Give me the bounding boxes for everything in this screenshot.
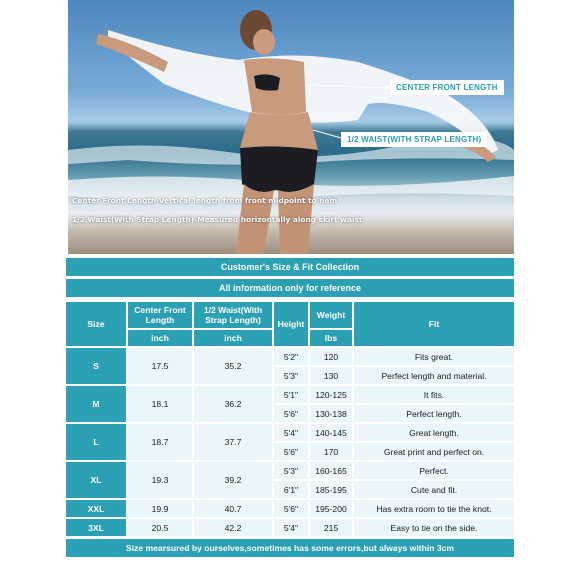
half-waist-cell: 40.7 — [194, 500, 272, 517]
table-row — [66, 348, 514, 365]
fit-cell: Great print and perfect on. — [354, 443, 514, 460]
half-waist-note: 1/2 Waist(With Strap Length)-Measured horizontally along skirt waist — [72, 215, 363, 224]
fit-cell: Easy to tie on the side. — [354, 519, 514, 536]
center-front-unit: inch — [128, 330, 192, 346]
size-cell: S — [66, 348, 126, 384]
fit-cell: Cute and fit. — [354, 481, 514, 498]
center-front-cell: 17.5 — [128, 348, 192, 384]
height-header: Height — [274, 302, 308, 346]
weight-cell: 195-200 — [310, 500, 352, 517]
height-cell: 5'6" — [274, 443, 308, 460]
half-waist-cell: 37.7 — [194, 424, 272, 460]
size-header: Size — [66, 302, 126, 346]
half-waist-callout: 1/2 WAIST(WITH STRAP LENGTH) — [341, 132, 487, 147]
table-row — [66, 500, 514, 517]
weight-header: Weight — [310, 302, 352, 328]
center-front-cell: 18.7 — [128, 424, 192, 460]
weight-cell: 130 — [310, 367, 352, 384]
height-cell: 5'2" — [274, 348, 308, 365]
height-cell: 5'4" — [274, 519, 308, 536]
weight-cell: 215 — [310, 519, 352, 536]
fit-cell: Great length. — [354, 424, 514, 441]
weight-cell: 185-195 — [310, 481, 352, 498]
fit-cell: Perfect length and material. — [354, 367, 514, 384]
size-cell: 3XL — [66, 519, 126, 536]
height-cell: 5'1" — [274, 386, 308, 403]
weight-cell: 130-138 — [310, 405, 352, 422]
center-front-cell: 20.5 — [128, 519, 192, 536]
height-cell: 5'4" — [274, 424, 308, 441]
fit-header: Fit — [354, 302, 514, 346]
size-chart — [66, 258, 514, 557]
height-cell: 5'6" — [274, 500, 308, 517]
size-cell: XXL — [66, 500, 126, 517]
half-waist-cell: 39.2 — [194, 462, 272, 498]
height-cell: 6'1" — [274, 481, 308, 498]
height-cell: 5'3" — [274, 462, 308, 479]
center-front-header: Center Front Length — [128, 302, 192, 328]
size-table — [64, 300, 516, 538]
size-chart-subtitle: All information only for reference — [66, 279, 514, 297]
size-chart-footer: Size mearsured by ourselves,sometimes has some errors,but always within 3cm — [66, 539, 514, 557]
table-row — [66, 462, 514, 479]
height-cell: 5'3" — [274, 367, 308, 384]
weight-cell: 120-125 — [310, 386, 352, 403]
center-front-cell: 18.1 — [128, 386, 192, 422]
table-row — [66, 519, 514, 536]
size-cell: M — [66, 386, 126, 422]
table-row — [66, 386, 514, 403]
half-waist-cell: 42.2 — [194, 519, 272, 536]
table-row — [66, 424, 514, 441]
height-cell: 5'6" — [274, 405, 308, 422]
center-front-length-note: Center Front Length-Vertical length from front midpoint to hem — [72, 196, 338, 205]
half-waist-cell: 36.2 — [194, 386, 272, 422]
weight-unit: lbs — [310, 330, 352, 346]
fit-cell: Fits great. — [354, 348, 514, 365]
size-chart-title: Customer's Size & Fit Collection — [66, 258, 514, 276]
table-header-row — [66, 302, 514, 328]
center-front-cell: 19.9 — [128, 500, 192, 517]
half-waist-cell: 35.2 — [194, 348, 272, 384]
size-cell: L — [66, 424, 126, 460]
fit-cell: Perfect length. — [354, 405, 514, 422]
fit-cell: Perfect. — [354, 462, 514, 479]
half-waist-unit: inch — [194, 330, 272, 346]
center-front-cell: 19.3 — [128, 462, 192, 498]
weight-cell: 160-165 — [310, 462, 352, 479]
center-front-length-callout: CENTER FRONT LENGTH — [390, 80, 504, 95]
size-cell: XL — [66, 462, 126, 498]
fit-cell: Has extra room to tie the knot. — [354, 500, 514, 517]
beach-product-photo — [68, 0, 514, 254]
half-waist-header: 1/2 Waist(With Strap Length) — [194, 302, 272, 328]
weight-cell: 170 — [310, 443, 352, 460]
weight-cell: 140-145 — [310, 424, 352, 441]
fit-cell: It fits. — [354, 386, 514, 403]
weight-cell: 120 — [310, 348, 352, 365]
